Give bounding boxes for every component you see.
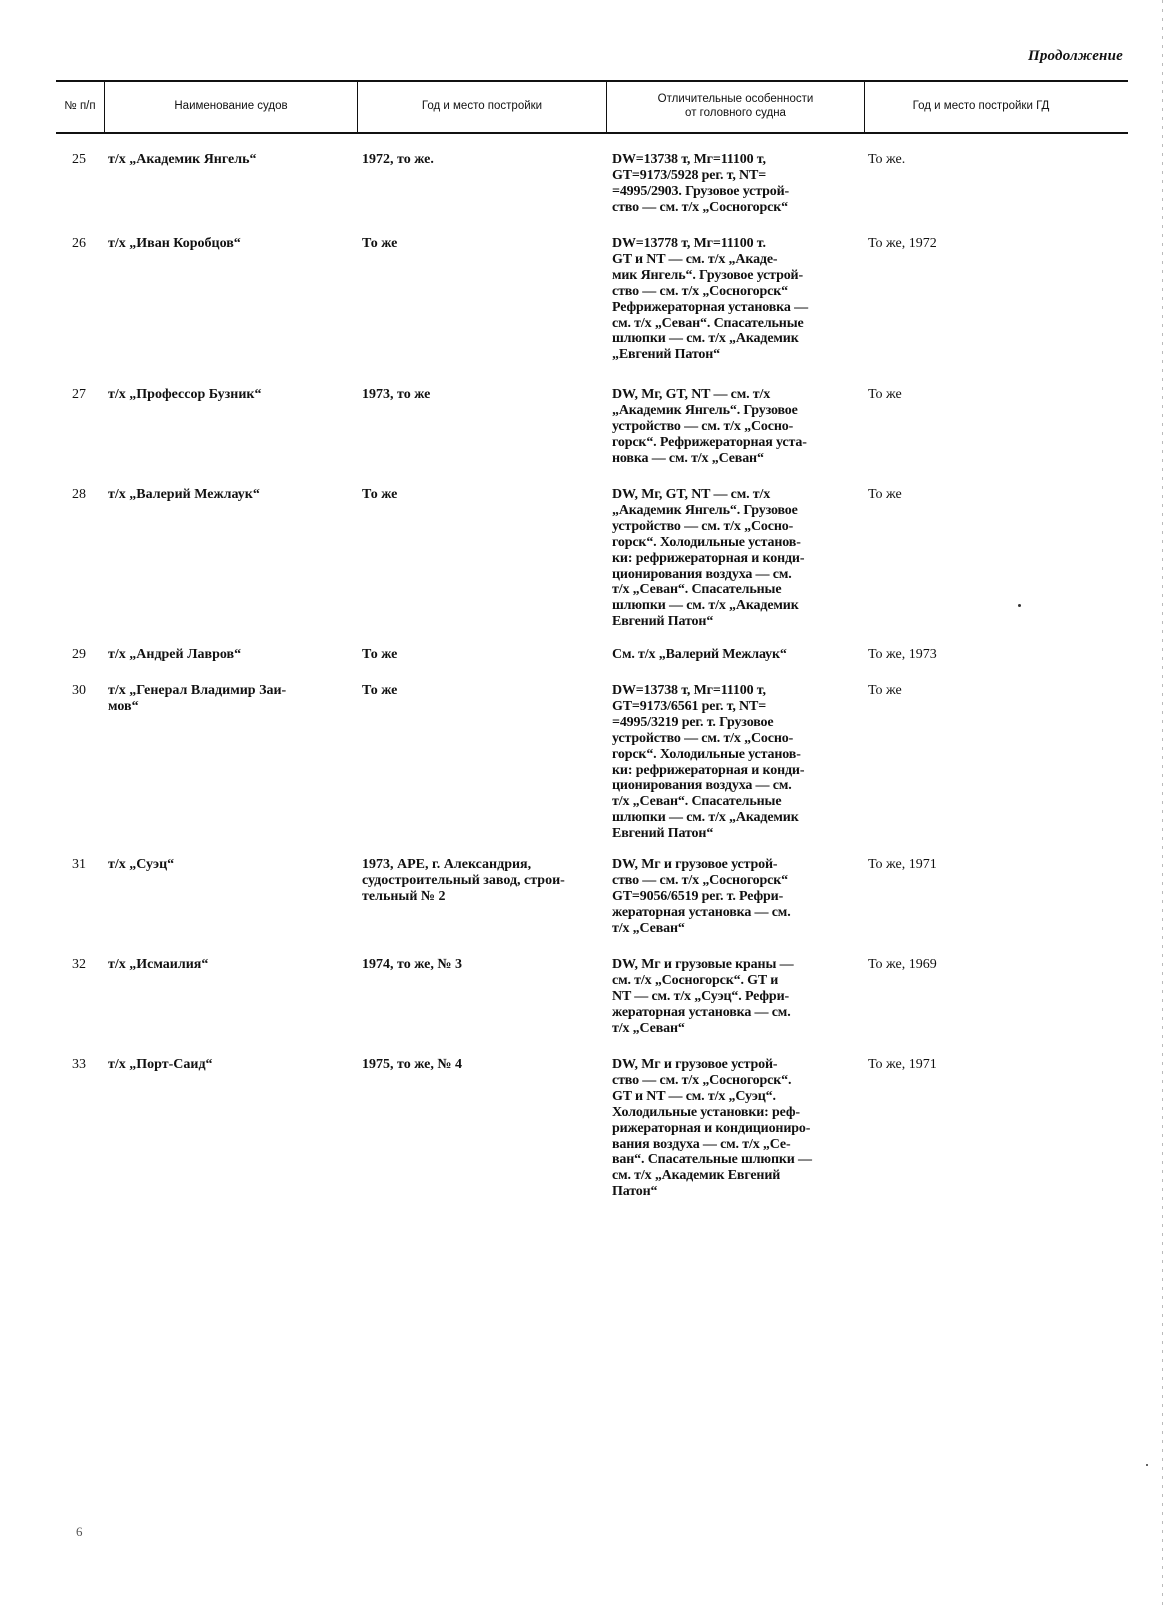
- build-year-place: 1972, то же.: [362, 152, 434, 167]
- row-number: 26: [72, 236, 86, 251]
- ship-name: т/х „Профессор Бузник“: [108, 387, 262, 402]
- engine-year-place: То же: [868, 487, 902, 502]
- build-year-place: 1973, то же: [362, 387, 431, 402]
- ship-name: т/х „Порт-Саид“: [108, 1057, 213, 1072]
- ship-name: т/х „Иван Коробцов“: [108, 236, 241, 251]
- ship-name: т/х „Генерал Владимир Заи- мов“: [108, 683, 287, 714]
- build-year-place: 1974, то же, № 3: [362, 957, 462, 972]
- distinctive-features: DW, Mг, GT, NT — см. т/х „Академик Янгель“. Грузовое устройство — см. т/х „Сосно- горск“. Рефрижераторная уста- новка — см. т/х „Севан“: [612, 387, 807, 466]
- page-number: 6: [76, 1524, 83, 1539]
- row-number: 25: [72, 152, 86, 167]
- engine-year-place: То же, 1971: [868, 1057, 937, 1072]
- engine-year-place: То же, 1971: [868, 857, 937, 872]
- row-number: 30: [72, 683, 86, 698]
- header-features: Отличительные особенности от головного судна: [657, 93, 814, 119]
- scan-edge: [1162, 0, 1163, 1609]
- distinctive-features: DW, Mг и грузовое устрой- ство — см. т/х „Сосногорск“ GT=9056/6519 рег. т. Рефри- жераторная установка — см. т/х „Севан“: [612, 857, 791, 936]
- engine-year-place: То же: [868, 683, 902, 698]
- scan-speck: [1018, 604, 1021, 607]
- engine-year-place: То же: [868, 387, 902, 402]
- engine-year-place: То же, 1972: [868, 236, 937, 251]
- row-number: 29: [72, 647, 86, 662]
- build-year-place: 1975, то же, № 4: [362, 1057, 462, 1072]
- row-number: 32: [72, 957, 86, 972]
- row-number: 33: [72, 1057, 86, 1072]
- build-year-place: То же: [362, 487, 398, 502]
- engine-year-place: То же, 1969: [868, 957, 937, 972]
- distinctive-features: DW=13738 т, Mг=11100 т, GT=9173/6561 рег. т, NT= =4995/3219 рег. т. Грузовое устройство — см. т/х „Сосно- горск“. Холодильные установ- ки: рефрижераторная и конди- ционирования воздуха — см. т/х „Севан“. Спасательные шлюпки — см. т/х „Академик Евгений Патон“: [612, 683, 805, 842]
- ship-name: т/х „Андрей Лавров“: [108, 647, 242, 662]
- distinctive-features: DW=13778 т, Mг=11100 т. GT и NT — см. т/х „Акаде- мик Янгель“. Грузовое устрой- ство — см. т/х „Сосногорск“ Рефрижераторная установка — см. т/х „Севан“. Спасательные шлюпки — см. т/х „Академик „Евгений Патон“: [612, 236, 808, 363]
- ship-name: т/х „Исмаилия“: [108, 957, 209, 972]
- table-header-bottom-rule: [56, 132, 1128, 134]
- distinctive-features: DW, Mг и грузовое устрой- ство — см. т/х „Сосногорск“. GT и NT — см. т/х „Суэц“. Холодильные установки: реф- рижераторная и кондициониро- вания воздуха — см. т/х „Се- ван“. Спасательные шлюпки — см. т/х „Академик Евгений Патон“: [612, 1057, 812, 1200]
- build-year-place: То же: [362, 647, 398, 662]
- engine-year-place: То же, 1973: [868, 647, 937, 662]
- scan-speck: [1146, 1464, 1148, 1466]
- header-year-place: Год и место постройки: [421, 100, 543, 113]
- header-num: № п/п: [64, 100, 96, 113]
- row-number: 28: [72, 487, 86, 502]
- engine-year-place: То же.: [868, 152, 906, 167]
- header-name: Наименование судов: [174, 100, 288, 113]
- header-engine-year-place: Год и место постройки ГД: [912, 100, 1050, 113]
- ship-name: т/х „Суэц“: [108, 857, 175, 872]
- continuation-label: Продолжение: [1027, 48, 1123, 64]
- row-number: 31: [72, 857, 86, 872]
- distinctive-features: См. т/х „Валерий Межлаук“: [612, 647, 787, 662]
- ship-name: т/х „Академик Янгель“: [108, 152, 257, 167]
- distinctive-features: DW, Mг, GT, NT — см. т/х „Академик Янгель“. Грузовое устройство — см. т/х „Сосно- горск“. Холодильные установ- ки: рефрижераторная и конди- ционирования воздуха — см. т/х „Севан“. Спасательные шлюпки — см. т/х „Академик Евгений Патон“: [612, 487, 805, 630]
- build-year-place: 1973, АРЕ, г. Александрия, судостроительный завод, строи- тельный № 2: [362, 857, 565, 904]
- build-year-place: То же: [362, 683, 398, 698]
- ship-name: т/х „Валерий Межлаук“: [108, 487, 260, 502]
- build-year-place: То же: [362, 236, 398, 251]
- row-number: 27: [72, 387, 86, 402]
- distinctive-features: DW=13738 т, Mг=11100 т, GT=9173/5928 рег. т, NT= =4995/2903. Грузовое устрой- ство — см. т/х „Сосногорск“: [612, 152, 790, 215]
- distinctive-features: DW, Mг и грузовые краны — см. т/х „Сосногорск“. GT и NT — см. т/х „Суэц“. Рефри- жераторная установка — см. т/х „Севан“: [612, 957, 794, 1036]
